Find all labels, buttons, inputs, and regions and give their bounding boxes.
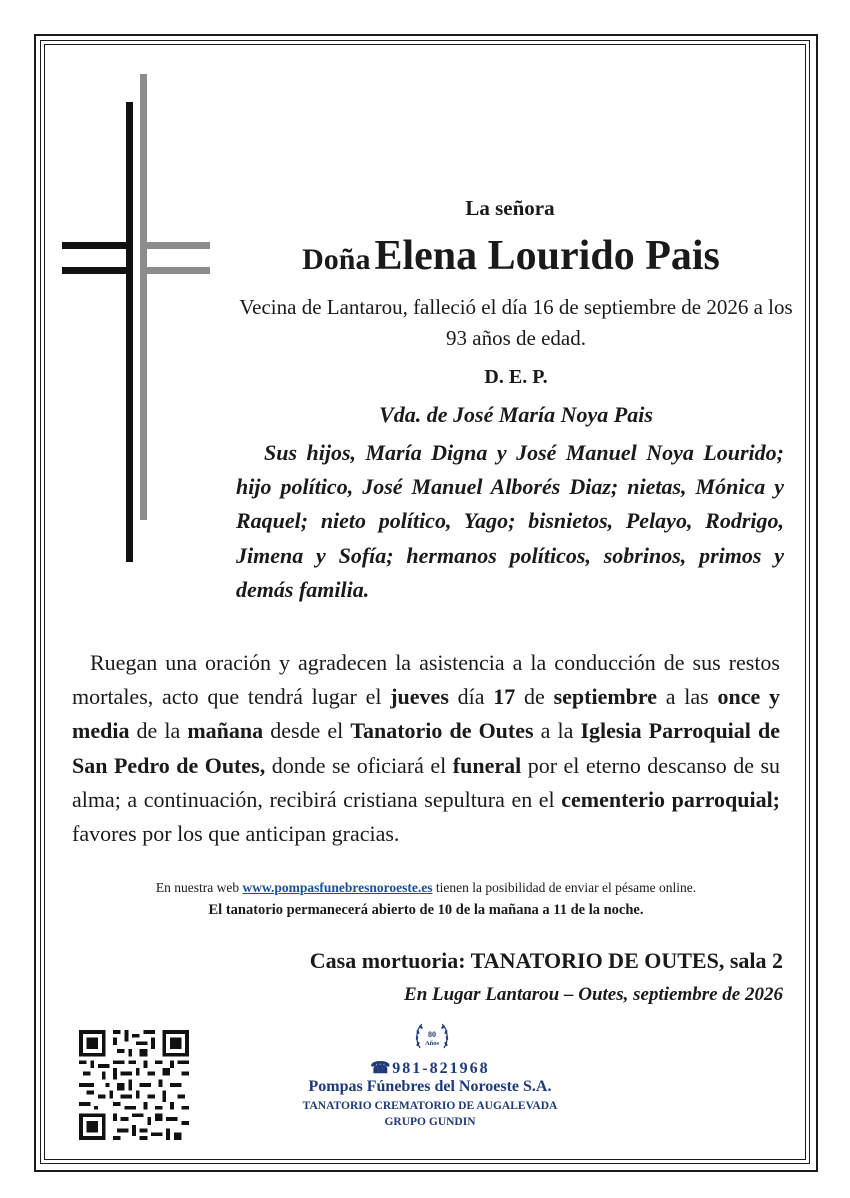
company-name: Pompas Fúnebres del Noroeste S.A. [308, 1078, 552, 1095]
casa-mortuoria: Casa mortuoria: TANATORIO DE OUTES, sala 2 [309, 948, 783, 973]
opening-hours: El tanatorio permanecerá abierto de 10 de la mañana a 11 de la noche. [208, 902, 644, 918]
service-details: Ruegan una oración y agradecen la asistencia a la conducción de sus restos mortales, acto que tendrá lugar el jueves día 17 de septiembre a las once y media de la mañana desde el Tanatorio de Outes a la Iglesia Parroquial de San Pedro de Outes, donde se oficiará el funeral por el eterno descanso de su alma; a continuación, recibirá cristiana sepultura en el cementerio parroquial; favores por los que anticipan gracias. [72, 650, 781, 847]
qr-code-icon[interactable] [79, 1030, 189, 1140]
widow-of: Vda. de José María Noya Pais [379, 402, 653, 427]
website-link[interactable]: www.pompasfunebresnoroeste.es [242, 880, 433, 895]
svg-text:Años: Años [424, 1040, 440, 1047]
web-notice: En nuestra web www.pompasfunebresnoroeste.es tienen la posibilidad de enviar el pésame online. [155, 880, 697, 895]
place-date: En Lugar Lantarou – Outes, septiembre de 2026 [404, 984, 783, 1005]
title-prefix: Doña [302, 243, 371, 276]
dep-text: D. E. P. [484, 366, 548, 388]
phone-number[interactable]: ☎981-821968 [370, 1060, 490, 1077]
death-notice: Vecina de Lantarou, falleció el día 16 de septiembre de 2026 a los 93 años de edad. [239, 295, 793, 350]
cross-icon [62, 74, 212, 564]
anniversary-logo-icon [412, 1018, 452, 1058]
full-name: Elena Lourido Pais [374, 233, 720, 279]
svg-text:80: 80 [428, 1030, 436, 1039]
crematorium-name: TANATORIO CREMATORIO DE AUGALEVADA [302, 1100, 558, 1112]
group-name: GRUPO GUNDIN [384, 1116, 476, 1128]
phone-icon: ☎ [370, 1060, 393, 1077]
intro-text: La señora [465, 196, 555, 220]
family-members: Sus hijos, María Digna y José Manuel Noya Lourido; hijo político, José Manuel Alborés Diaz; nietas, Mónica y Raquel; nieto político, Yago; bisnietos, Pelayo, Rodrigo, Jimena y Sofía; hermanos políticos, sobrinos, primos y demás familia. [236, 440, 784, 602]
deceased-name [225, 232, 797, 280]
